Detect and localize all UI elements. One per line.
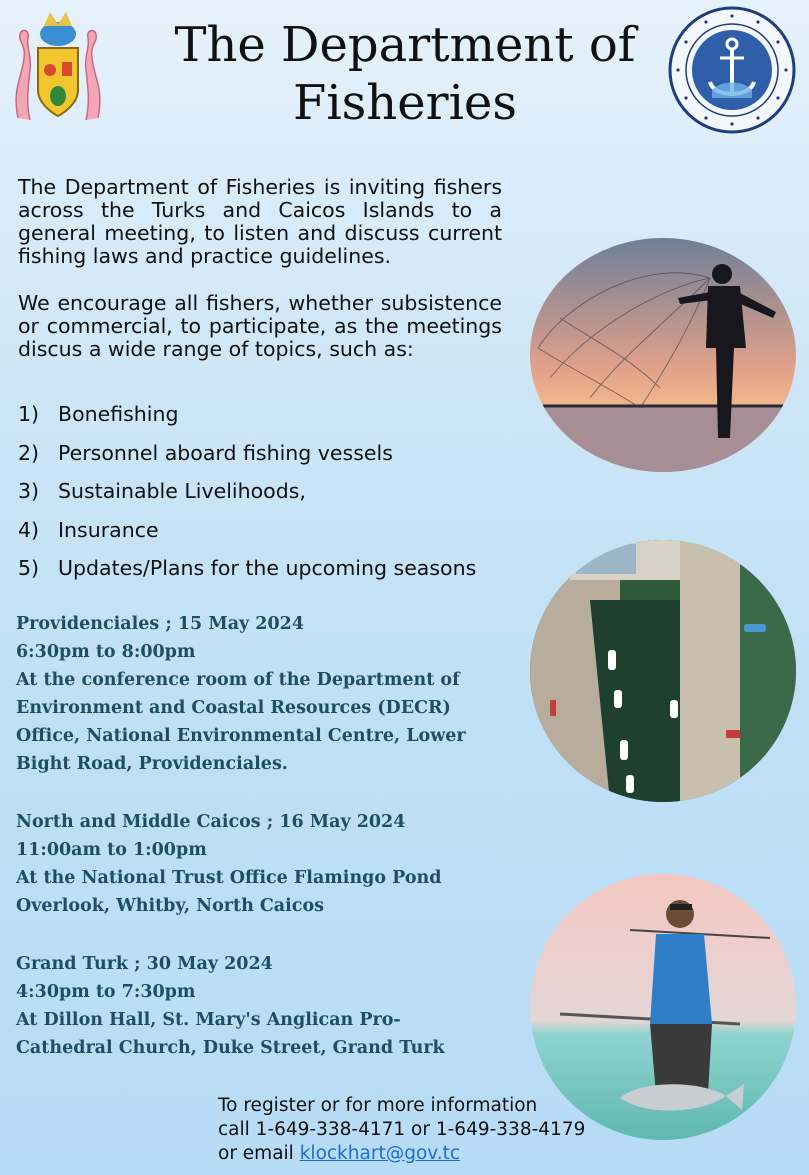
title-line-2: Fisheries [293, 75, 517, 131]
meeting-time: 4:30pm to 7:30pm [16, 982, 196, 1002]
list-item: 4) Insurance [18, 517, 159, 542]
email-link[interactable]: klockhart@gov.tc [299, 1143, 461, 1164]
intro-paragraph-1: The Department of Fisheries is inviting fishers across the Turks and Caicos Islands to a general meeting, to listen and discuss current fishing laws and practice guidelines. [18, 175, 502, 268]
topics-list [18, 400, 518, 593]
meeting-venue-line: Environment and Coastal Resources (DECR) [16, 698, 451, 718]
meeting-heading: Providenciales ; 15 May 2024 [16, 614, 305, 634]
fisher-casting-net-photo [530, 238, 796, 472]
list-item: 3) Sustainable Livelihoods, [18, 479, 306, 503]
list-item: 5) Updates/Plans for the upcoming seasons [18, 556, 477, 580]
meeting-north-middle-caicos [16, 808, 526, 920]
list-item: 2) Personnel aboard fishing vessels [18, 440, 393, 465]
meeting-venue-line: At Dillon Hall, St. Mary's Anglican Pro- [16, 1010, 401, 1030]
meeting-venue-line: Cathedral Church, Duke Street, Grand Turk [16, 1038, 445, 1058]
meeting-venue-line: Bight Road, Providenciales. [16, 754, 288, 774]
meeting-heading: North and Middle Caicos ; 16 May 2024 [16, 812, 406, 832]
meeting-time: 6:30pm to 8:00pm [16, 642, 196, 662]
meeting-heading: Grand Turk ; 30 May 2024 [16, 954, 273, 974]
contact-info [218, 1094, 638, 1166]
meeting-time: 11:00am to 1:00pm [16, 840, 207, 860]
meeting-venue-line: At the National Trust Office Flamingo Pond [16, 868, 442, 888]
harbor-aerial-photo [530, 540, 796, 802]
meeting-providenciales [16, 610, 526, 778]
meeting-grand-turk [16, 950, 526, 1062]
contact-line-3 [218, 1142, 638, 1166]
title-line-1: The Department of [174, 17, 636, 73]
page-title [150, 16, 660, 132]
meeting-venue-line: Office, National Environmental Centre, Lower [16, 726, 466, 746]
meeting-venue-line: At the conference room of the Department of [16, 670, 460, 690]
meeting-venue-line: Overlook, Whitby, North Caicos [16, 896, 324, 916]
coat-of-arms-icon [8, 8, 108, 128]
list-item: 1) Bonefishing [18, 402, 179, 426]
contact-line-1: To register or for more information [218, 1095, 538, 1116]
fisheries-seal-icon [668, 6, 796, 134]
contact-line-2: call 1-649-338-4171 or 1-649-338-4179 [218, 1119, 586, 1140]
intro-paragraph-2: We encourage all fishers, whether subsistence or commercial, to participate, as the meetings discus a wide range of topics, such as: [18, 291, 502, 361]
email-prefix: or email [218, 1143, 300, 1164]
